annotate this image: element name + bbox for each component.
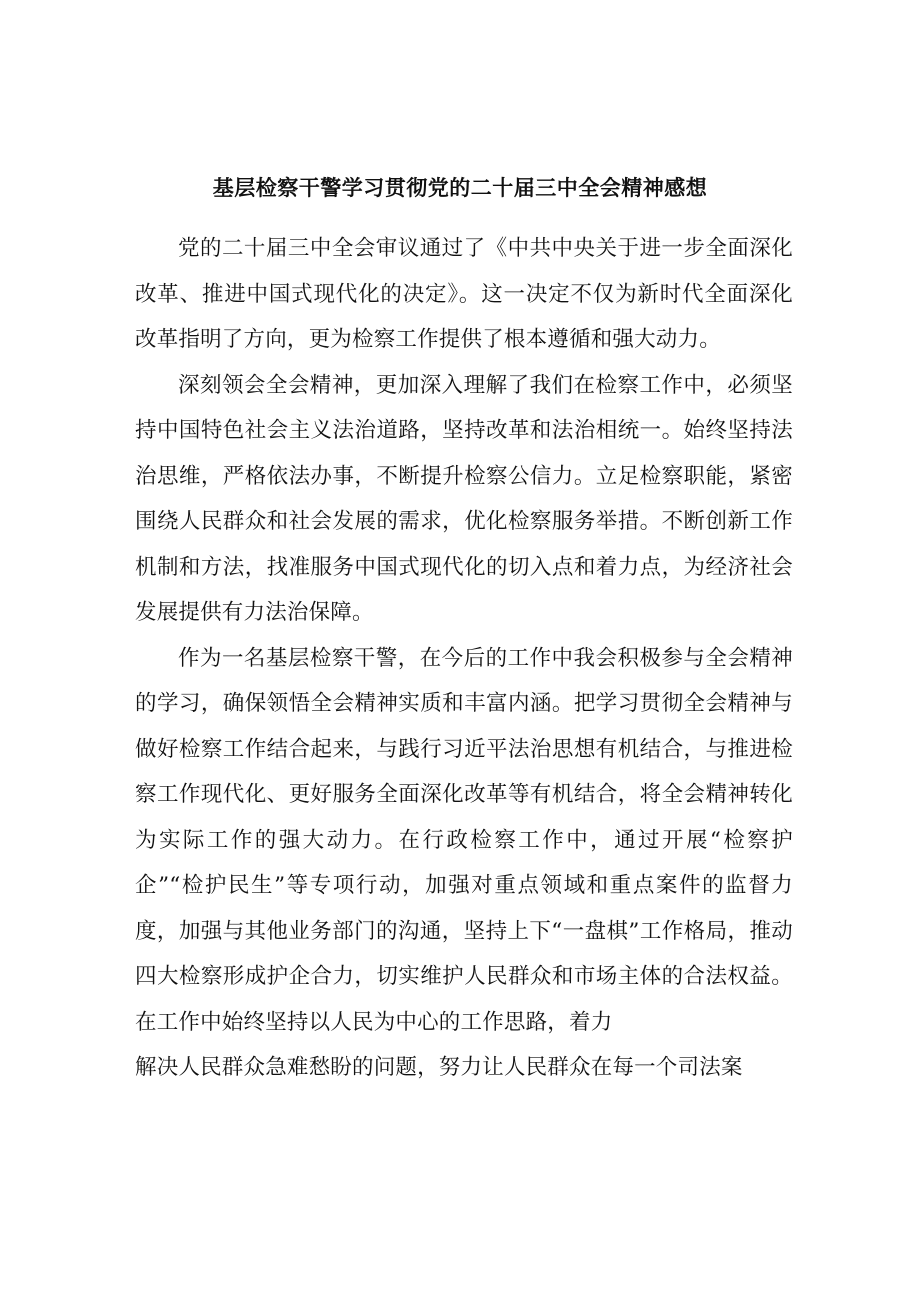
paragraph-2: 深刻领会全会精神，更加深入理解了我们在检察工作中，必须坚持中国特色社会主义法治道路，坚持改革和法治相统一。始终坚持法治思维，严格依法办事，不断提升检察公信力。立足检察职能，紧密围绕人民群众和社会发展的需求，优化检察服务举措。不断创新工作机制和方法，找准服务中国式现代化的切入点和着力点，为经济社会发展提供有力法治保障。 — [135, 372, 793, 625]
document-title: 基层检察干警学习贯彻党的二十届三中全会精神感想 — [212, 176, 708, 200]
paragraph-3: 作为一名基层检察干警，在今后的工作中我会积极参与全会精神的学习，确保领悟全会精神实质和丰富内涵。把学习贯彻全会精神与做好检察工作结合起来，与践行习近平法治思想有机结合，与推进检察工作现代化、更好服务全面深化改革等有机结合，将全会精神转化为实际工作的强大动力。在行政检察工作中，通过开展“检察护企”“检护民生”等专项行动，加强对重点领域和重点案件的监督力度，加强与其他业务部门的沟通，坚持上下“一盘棋”工作格局，推动四大检察形成护企合力，切实维护人民群众和市场主体的合法权益。在工作中始终坚持以人民为中心的工作思路，着力 — [135, 645, 793, 1035]
paragraph-1: 党的二十届三中全会审议通过了《中共中央关于进一步全面深化改革、推进中国式现代化的决定》。这一决定不仅为新时代全面深化改革指明了方向，更为检察工作提供了根本遵循和强大动力。 — [135, 236, 793, 352]
document-body — [135, 226, 793, 1091]
paragraph-4-continuation: 解决人民群众急难愁盼的问题，努力让人民群众在每一个司法案 — [135, 1055, 743, 1080]
